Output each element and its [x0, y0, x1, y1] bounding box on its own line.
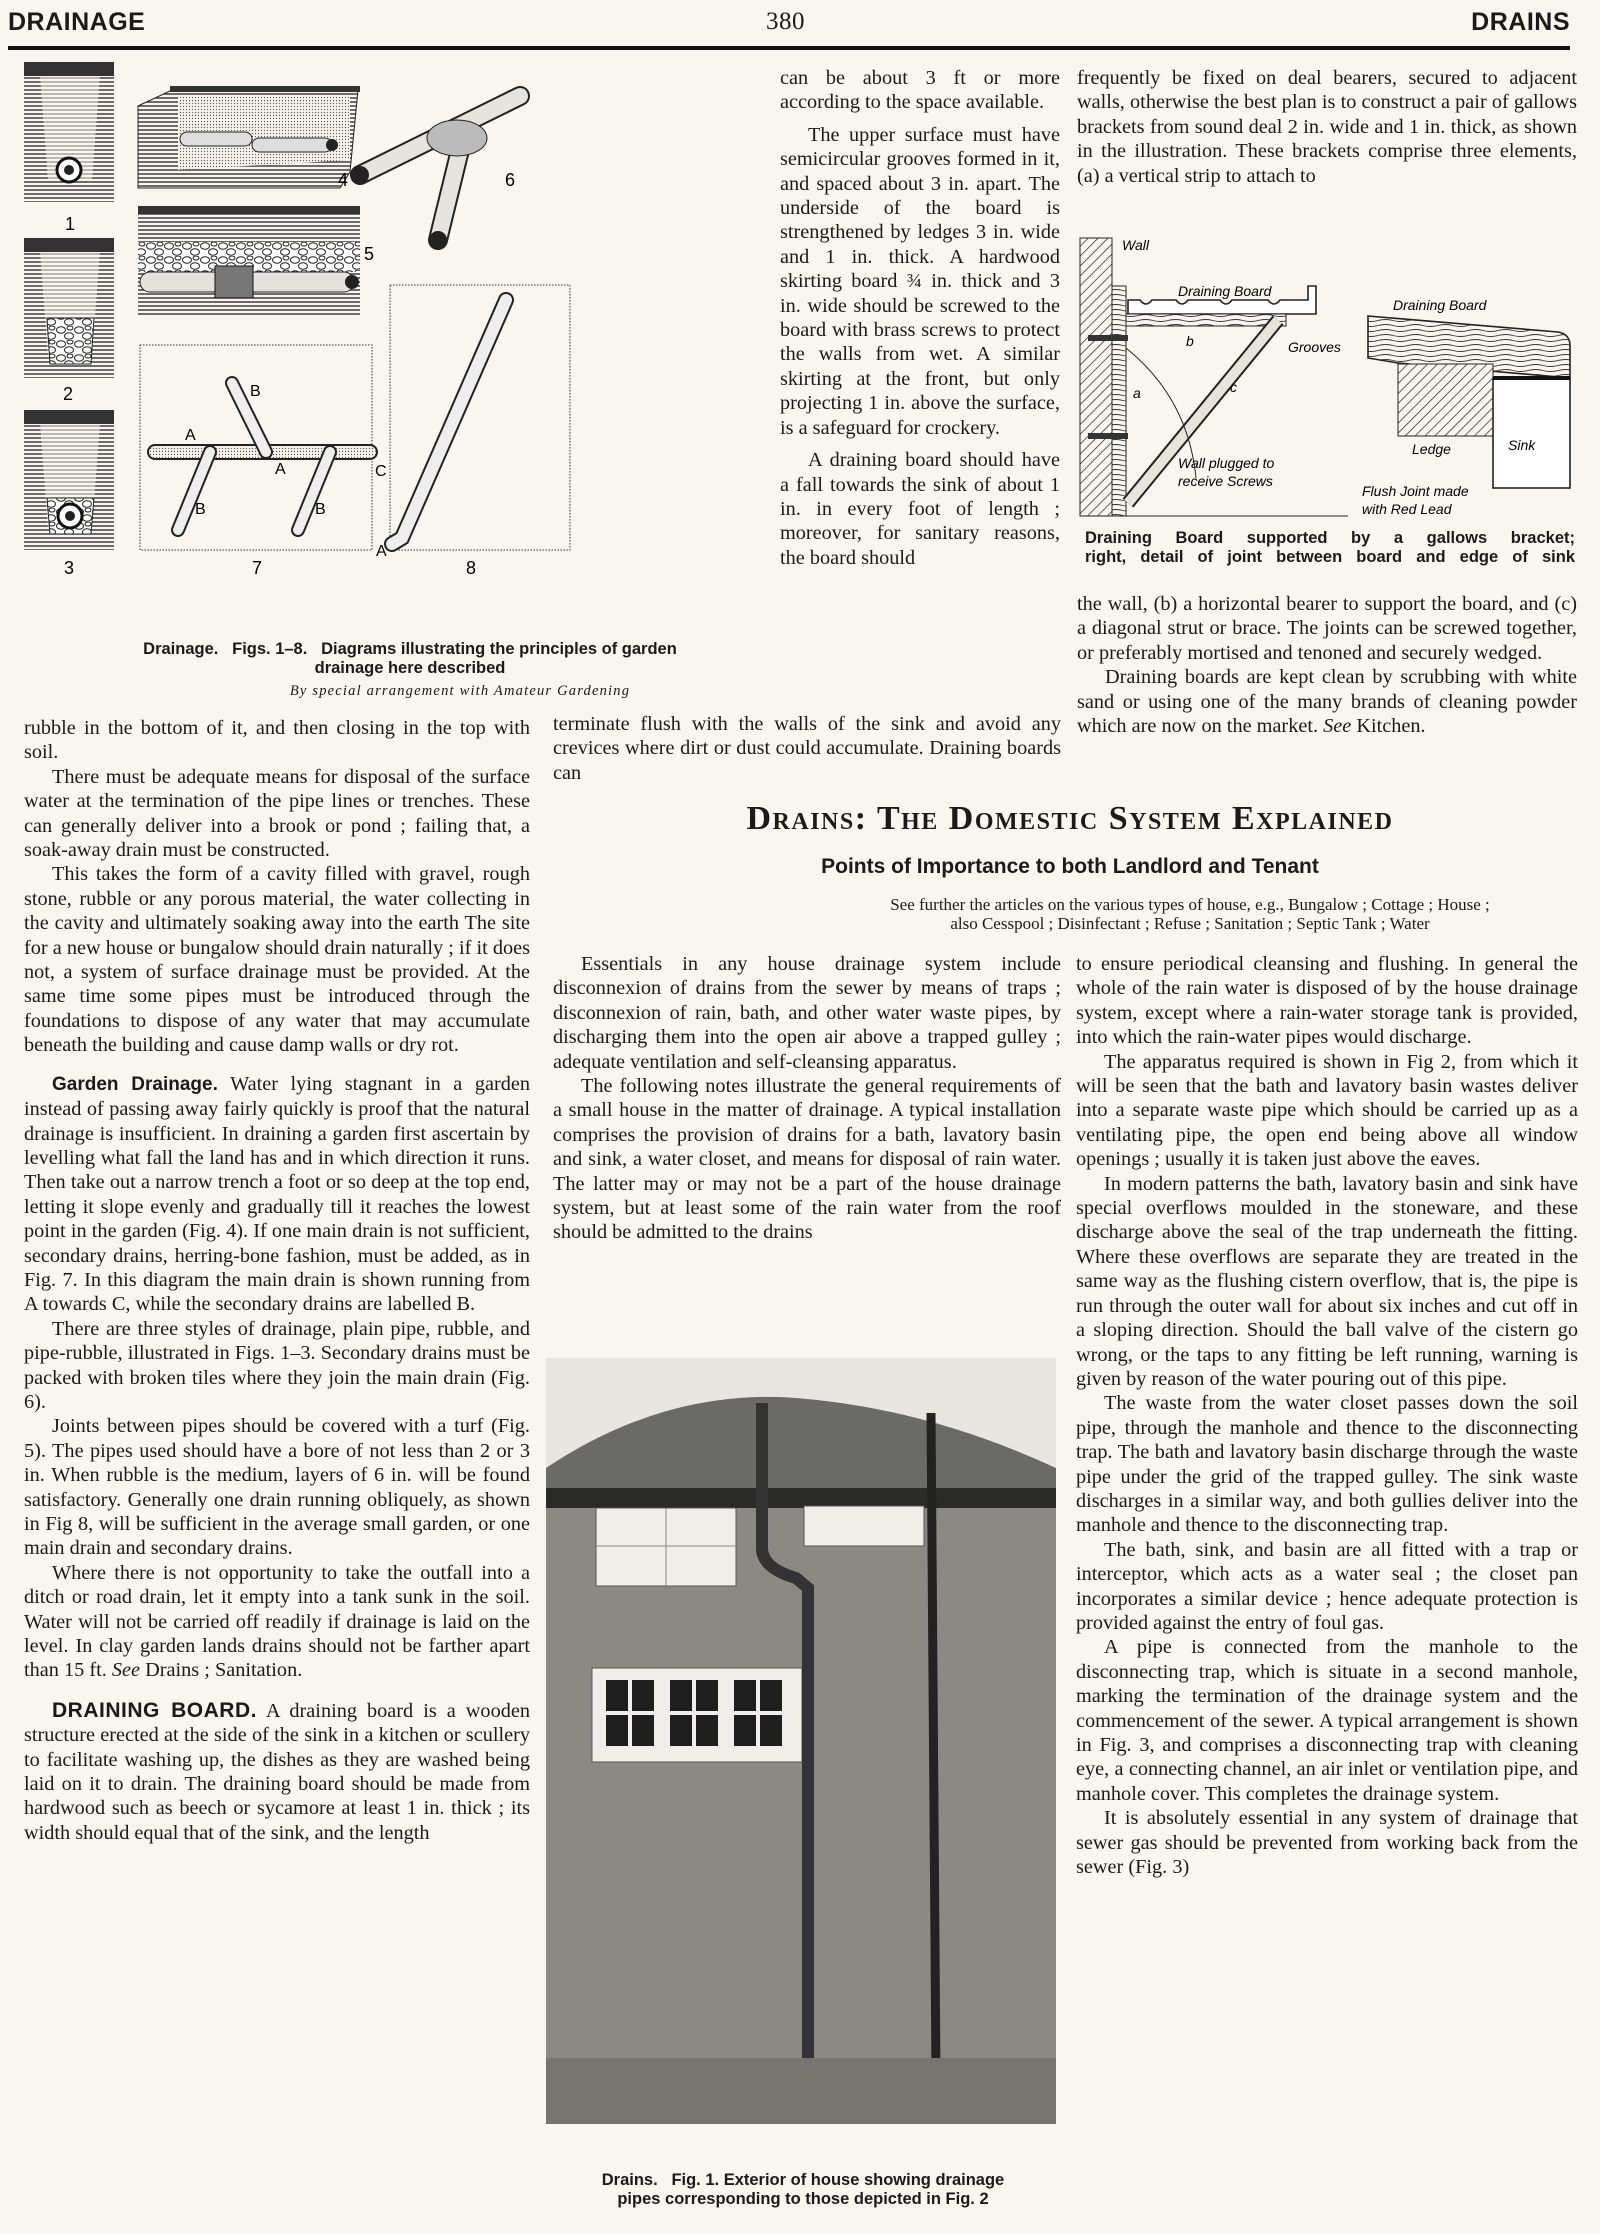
- wall-hatching: [1080, 238, 1112, 516]
- right-upper-continuation: [1077, 592, 1577, 738]
- figure-3-pipe-rubble: [24, 410, 114, 550]
- paragraph: [1077, 665, 1577, 738]
- figure-7-label: 7: [252, 558, 263, 578]
- figure-2-rubble: [24, 238, 114, 378]
- label-c: c: [1230, 379, 1237, 395]
- figure-5-label: 5: [364, 244, 375, 264]
- figure-6-pipe-junction: [351, 96, 520, 249]
- figures-credit: By special arrangement with Amateur Gardening: [289, 683, 631, 699]
- garden-drainage-figures: [20, 60, 760, 630]
- paragraph: the wall, (b) a horizontal bearer to support the board, and (c) a diagonal strut or brace. The joints can be screwed together, or preferably mortised and tenoned and securely wedged.: [1077, 593, 1577, 664]
- paragraph: [24, 1072, 530, 1317]
- sink-detail: [1493, 378, 1570, 488]
- figures-caption-line-2: drainage here described: [314, 659, 506, 677]
- paragraph: There must be adequate means for disposal of the surface water at the termination of the pipe lines or trenches. These can generally deliver into a brook or pond ; failing that, a soak-away drain must be constructed.: [24, 765, 530, 862]
- paragraph: The following notes illustrate the general requirements of a small house in the matter of drainage. A typical installation comprises the provision of drains for a bath, lavatory basin and sink, a water closet, and means for disposal of rain water. The latter may or may not be a part of the house drainage system, but at least some of the rain water from the roof should be admitted to the drains: [553, 1075, 1061, 1244]
- figure-5-turf-joint: [138, 206, 360, 316]
- ledge-detail: [1398, 364, 1493, 436]
- cross-reference-kitchen[interactable]: Kitchen.: [1356, 715, 1426, 738]
- paragraph: to ensure periodical cleansing and flushing. In general the whole of the rain water is disposed of by the house drainage system, except where a rain-water storage tank is provided, into which the rain-water pipes would discharge.: [1076, 953, 1578, 1049]
- paragraph: frequently be fixed on deal bearers, secured to adjacent walls, otherwise the best plan is to construct a pair of gallows brackets from sound deal 2 in. wide and 1 in. thick, as shown in the illustration. These brackets comprise three elements, (a) a vertical strip to attach to: [1077, 67, 1577, 187]
- paragraph: [24, 1699, 530, 1845]
- paragraph: terminate flush with the walls of the sink and avoid any crevices where dirt or dust could accumulate. Draining boards can: [553, 713, 1061, 784]
- label-wall: Wall: [1122, 237, 1149, 253]
- article-title: Drains: The Domestic System Explained: [746, 800, 1394, 837]
- figure-3-label: 3: [64, 558, 75, 578]
- text: Draining boards are kept clean by scrubbing with white sand or using one of the many brands of cleaning powder which are now on the market.: [1077, 666, 1577, 738]
- label-flush-1: Flush Joint made: [1362, 483, 1469, 499]
- brick-wall: [546, 1508, 1056, 2068]
- paragraph: rubble in the bottom of it, and then closing in the top with soil.: [24, 717, 530, 764]
- article-right-column: [1076, 952, 1578, 1879]
- label-wall-plugged-1: Wall plugged to: [1178, 455, 1275, 471]
- see-reference: See: [1323, 715, 1352, 738]
- label-draining-board-left: Draining Board: [1178, 283, 1272, 299]
- figure-1-plain-pipe: [24, 62, 114, 202]
- paragraph: In modern patterns the bath, lavatory basin and sink have special overflows moulded in the stoneware, and these discharge above the seal of the trap underneath the fitting. Where these overflows are separate they are treated in the same way as the flushing cistern overflow, that is, the pipe is run through the outer wall for about six inches and cut off in a sloping direction. Should the ball valve of the cistern go wrong, or the taps to any fitting be left running, warning is given by reason of the water pouring out of this pipe.: [1076, 1172, 1578, 1390]
- lower-window: [592, 1668, 802, 1762]
- upper-window-left: [596, 1508, 736, 1586]
- label-grooves: Grooves: [1288, 339, 1341, 355]
- see-also-note: See further the articles on the various types of house, e.g., Bungalow ; Cottage ; House ; also Cesspool ; Disinfectant ; Refuse ; Sanitation ; Septic Tank ; Water: [890, 895, 1490, 933]
- figures-caption-line-1: Drainage. Figs. 1–8. Diagrams illustrating the principles of garden: [143, 640, 677, 658]
- horizontal-bearer-b: [1126, 314, 1286, 326]
- label-a: a: [1133, 385, 1141, 401]
- figure-1-label: 1: [65, 214, 76, 234]
- paragraph: This takes the form of a cavity filled with gravel, rough stone, rubble or any porous material, the water collecting in the cavity and ultimately soaking away into the earth The site for a new house or bungalow should drain naturally ; if it does not, a system of surface drainage must be provided. At the same time some pipes must be introduced through the foundations to dispose of any water that may accumulate beneath the building and cause damp walls or dry rot.: [24, 863, 530, 1057]
- paragraph: A draining board should have a fall towards the sink of about 1 in. in every foot of length ; moreover, for sanitary reasons, the board should: [780, 449, 1060, 569]
- left-column: [24, 716, 530, 1845]
- figure-2-label: 2: [63, 384, 74, 404]
- rain-water-pipe: [931, 1413, 936, 2078]
- section-heading-garden-drainage: Garden Drainage.: [52, 1073, 218, 1095]
- figure-4-label: 4: [338, 170, 349, 190]
- paragraph: The upper surface must have semicircular grooves formed in it, and spaced about 3 in. apart. The underside of the board is strengthened by ledges 3 in. wide and 1 in. thick. A hardwood skirting board ¾ in. thick and 3 in. wide should be screwed to the board with brass screws to protect the walls from wet. A similar skirting at the front, but only projecting 1 in. above the surface, is a safeguard for crockery.: [780, 123, 1060, 439]
- bracket-caption-line-2: right, detail of joint between board and edge of sink: [1085, 548, 1575, 566]
- running-header-left: DRAINAGE: [8, 8, 146, 36]
- gallows-bracket-diagram: [1078, 228, 1588, 520]
- house-caption-line-2: pipes corresponding to those depicted in Fig. 2: [617, 2190, 989, 2208]
- house-exterior-photo: [546, 1358, 1056, 2124]
- house-caption-line-1: Drains. Fig. 1. Exterior of house showing drainage: [601, 2171, 1005, 2189]
- paragraph: The apparatus required is shown in Fig 2, from which it will be seen that the bath and lavatory basin wastes deliver into a separate waste pipe which should be carried up as a ventilating pipe, the open end being above all window openings ; usually it is taken just above the eaves.: [1076, 1050, 1578, 1171]
- entry-heading-draining-board: DRAINING BOARD.: [52, 1698, 257, 1722]
- text: Water lying stagnant in a garden instead of passing away fairly quickly is proof that the natural drainage is insufficient. In draining a garden first ascertain by levelling what fall the land has and in which direction it runs. Then take out a narrow trench a foot or so deep at the top end, letting it slope evenly and gradually till it reaches the lowest point in the garden (Fig. 4). If one main drain is not sufficient, secondary drains, herring-bone fashion, must be added, as in Fig. 7. In this diagram the main drain is shown running from A towards C, while the secondary drains are labelled B.: [24, 1072, 530, 1316]
- page-number: 380: [766, 8, 805, 35]
- cross-reference-drains[interactable]: Drains ; Sanitation.: [145, 1659, 303, 1682]
- label-wall-plugged-2: receive Screws: [1178, 473, 1273, 489]
- middle-continuation: [553, 712, 1061, 785]
- figure-7-letter-b1: B: [250, 383, 261, 400]
- header-rule: [8, 46, 1570, 50]
- label-flush-2: with Red Lead: [1362, 501, 1452, 517]
- right-upper-column: [1077, 66, 1577, 188]
- article-subtitle: Points of Importance to both Landlord and Tenant: [821, 855, 1319, 878]
- label-b: b: [1186, 333, 1194, 349]
- paragraph: Joints between pipes should be covered with a turf (Fig. 5). The pipes used should have a bore of not less than 2 or 3 in. When rubble is the medium, layers of 6 in. will be found satisfactory. Generally one drain running obliquely, as shown in Fig 8, will be sufficient in the average small garden, or one main drain and secondary drains.: [24, 1415, 530, 1560]
- paragraph: [24, 1561, 530, 1683]
- figure-4-trench: [138, 86, 360, 188]
- vertical-strip-a: [1112, 286, 1126, 516]
- upper-window-right: [804, 1506, 924, 1546]
- text: Where there is not opportunity to take the outfall into a ditch or road drain, let it empty into a tank sunk in the soil. Water will not be carried off readily if drainage is laid on the level. In clay garden lands drains should not be farther apart than 15 ft.: [24, 1561, 530, 1682]
- running-header-right: DRAINS: [1471, 8, 1570, 36]
- figure-7-letter-c: C: [375, 463, 387, 480]
- paragraph: The bath, sink, and basin are all fitted with a trap or interceptor, which acts as a water seal ; the closet pan incorporates a similar device ; hence adequate protection is provided against the entry of foul gas.: [1076, 1538, 1578, 1634]
- figure-7-letter-b2: B: [195, 501, 206, 518]
- figure-8-letter-a: A: [376, 543, 387, 560]
- figure-6-label: 6: [505, 170, 516, 190]
- figure-8-oblique-drain: [390, 285, 570, 550]
- house-photo-caption: [548, 2171, 1058, 2209]
- figure-7-letter-a1: A: [185, 427, 196, 444]
- see-reference: See: [111, 1659, 141, 1682]
- paragraph: The waste from the water closet passes down the soil pipe, through the manhole and thence to the disconnecting trap. The bath and lavatory basin discharge through the waste pipe under the grid of the trapped gulley. The sink waste discharges in a similar way, and both gullies deliver into the manhole and thence to the disconnecting trap.: [1076, 1392, 1578, 1537]
- figure-7-herringbone: [140, 345, 372, 550]
- figure-8-label: 8: [466, 558, 477, 578]
- label-draining-board-right: Draining Board: [1393, 297, 1487, 313]
- figure-7-letter-a2: A: [275, 461, 286, 478]
- paragraph: can be about 3 ft or more according to the space available.: [780, 67, 1060, 114]
- figures-1-8-caption: [60, 640, 760, 678]
- paragraph: A pipe is connected from the manhole to the disconnecting trap, which is situate in a second manhole, marking the termination of the drainage system and the commencement of the sewer. A typical arrangement is shown in Fig. 3, and comprises a disconnecting trap with cleaning eye, a connecting channel, an air inlet or ventilation pipe, and manhole cover. This completes the drainage system.: [1076, 1636, 1578, 1805]
- figure-7-letter-b3: B: [315, 501, 326, 518]
- text: A draining board is a wooden structure erected at the side of the sink in a kitchen or scullery to facilitate washing up, the dishes as they are washed being laid on it to drain. The draining board should be made from hardwood such as beech or sycamore at least 1 in. thick ; its width should equal that of the sink, and the length: [24, 1699, 530, 1844]
- paragraph: Essentials in any house drainage system include disconnexion of drains from the sewer by means of traps ; disconnexion of rain, bath, and other water waste pipes, by discharging them into the open air above a trapped gulley ; adequate ventilation and self-cleansing apparatus.: [553, 953, 1061, 1073]
- paragraph: It is absolutely essential in any system of drainage that sewer gas should be prevented from working back from the sewer (Fig. 3): [1076, 1807, 1578, 1879]
- label-ledge: Ledge: [1412, 441, 1451, 457]
- paragraph: There are three styles of drainage, plain pipe, rubble, and pipe-rubble, illustrated in Figs. 1–3. Secondary drains must be packed with broken tiles where they join the main drain (Fig. 6).: [24, 1317, 530, 1413]
- middle-upper-column: [780, 66, 1060, 570]
- label-sink: Sink: [1508, 437, 1536, 453]
- article-middle-column: [553, 952, 1061, 1245]
- bracket-caption-line-1: Draining Board supported by a gallows bracket;: [1085, 529, 1575, 547]
- bracket-caption: [1085, 529, 1575, 567]
